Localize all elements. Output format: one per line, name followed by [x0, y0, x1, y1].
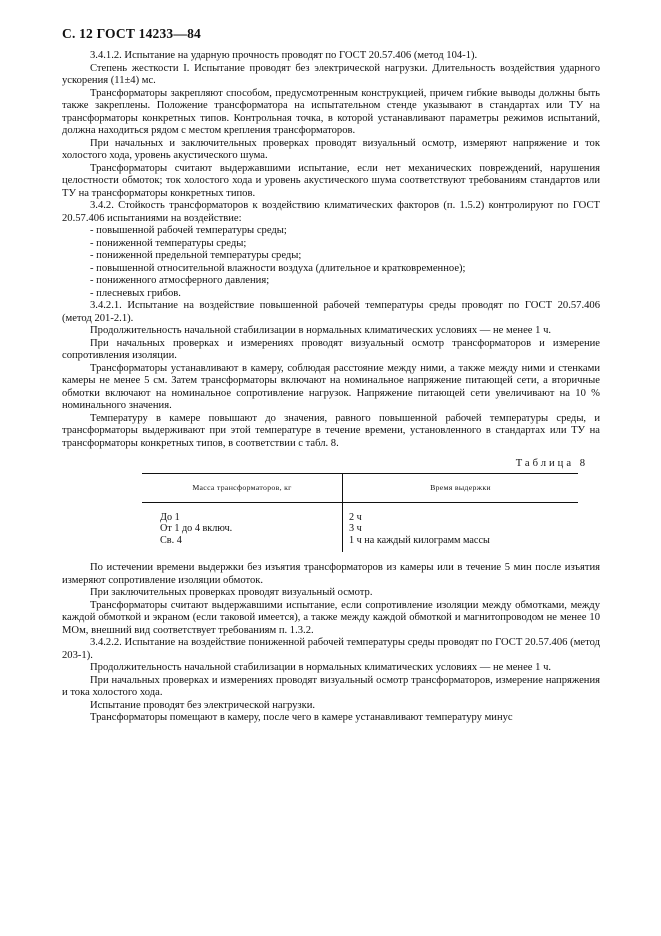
paragraph: Продолжительность начальной стабилизации в нормальных климатических условиях — не менее 1 ч.	[90, 662, 552, 673]
list-item: - пониженной температуры среды;	[90, 237, 247, 249]
paragraph: При заключительных проверках проводят визуальный осмотр.	[90, 587, 373, 598]
paragraph: Трансформаторы закрепляют способом, предусмотренным конструкцией, причем гибкие выводы должны быть также закреплены. Положение трансформатора на испытательном стенде указывают в стандартах или ТУ на трансформаторы конкретных типов. Контрольная точка, в которой устанавливают параметры режимов испытаний, должна находиться рядом с местом крепления трансформаторов.	[62, 87, 600, 136]
table-caption: Таблица 8	[515, 458, 588, 469]
paragraph: 3.4.2.2. Испытание на воздействие пониженной рабочей температуры среды проводят по ГОСТ 20.57.406 (метод 203-1).	[62, 637, 600, 661]
cell-mass: Св. 4	[142, 535, 343, 553]
table-header-row	[142, 474, 578, 503]
column-header-mass: Масса трансформаторов, кг	[142, 474, 343, 503]
list-item: - повышенной относительной влажности воздуха (длительное и кратковременное);	[90, 262, 466, 274]
paragraph: 3.4.2.1. Испытание на воздействие повышенной рабочей температуры среды проводят по ГОСТ 20.57.406 (метод 201-2.1).	[62, 300, 600, 324]
paragraph: 3.4.2. Стойкость трансформаторов к воздействию климатических факторов (п. 1.5.2) контролируют по ГОСТ 20.57.406 испытаниями на воздействие:	[62, 200, 600, 224]
table-row	[142, 502, 578, 523]
exposure-table	[142, 473, 578, 552]
cell-time: 3 ч	[349, 523, 362, 534]
section-b	[62, 300, 600, 450]
paragraph: Температуру в камере повышают до значения, равного повышенной рабочей температуры среды, и трансформаторы выдерживают при этой температуре в течение времени, установленного в стандартах или ТУ на трансформаторы конкретных типов, в соответствии с табл. 8.	[62, 412, 600, 449]
document-page	[62, 26, 600, 725]
paragraph: Трансформаторы считают выдержавшими испытание, если сопротивление изоляции между обмотками, между каждой обмоткой и экраном (если таковой имеется), а также между каждой обмоткой и магнитопроводом не менее 10 МОм, внешний вид соответствует требованиям п. 1.3.2.	[62, 599, 600, 636]
cell-mass: До 1	[142, 502, 343, 523]
cell-mass: От 1 до 4 включ.	[142, 523, 343, 535]
paragraph: Трансформаторы помещают в камеру, после чего в камере устанавливают температуру минус	[90, 712, 513, 723]
list-item: - повышенной рабочей температуры среды;	[90, 225, 287, 236]
table-row	[142, 523, 578, 535]
factors-list	[62, 225, 600, 300]
cell-time: 1 ч на каждый килограмм массы	[349, 534, 490, 546]
list-item: - плесневых грибов.	[90, 287, 181, 299]
paragraph: Продолжительность начальной стабилизации в нормальных климатических условиях — не менее 1 ч.	[90, 325, 552, 336]
list-item: - пониженной предельной температуры среды;	[90, 250, 302, 261]
table-row	[142, 535, 578, 553]
section-a	[62, 50, 600, 225]
paragraph: При начальных проверках и измерениях проводят визуальный осмотр трансформаторов, измерение напряжения и тока холостого хода.	[62, 674, 600, 698]
paragraph: По истечении времени выдержки без изъятия трансформаторов из камеры или в течение 5 мин после изъятия измеряют сопротивление изоляции обмоток.	[62, 562, 600, 586]
paragraph: Трансформаторы считают выдержавшими испытание, если нет механических повреждений, нарушения целостности обмоток; ток холостого хода и уровень акустического шума соответствуют требованиям стандартов или ТУ на трансформаторы конкретных типов.	[62, 162, 600, 199]
page-header: С. 12 ГОСТ 14233—84	[62, 26, 201, 41]
column-header-time: Время выдержки	[343, 474, 579, 503]
paragraph: Испытание проводят без электрической нагрузки.	[90, 699, 316, 711]
paragraph: При начальных проверках и измерениях проводят визуальный осмотр трансформаторов и измерение сопротивления изоляции.	[62, 337, 600, 361]
paragraph: Трансформаторы устанавливают в камеру, соблюдая расстояние между ними, а также между ними и стенками камеры не менее 5 см. Затем трансформаторы включают на номинальное напряжение питающей сети, а вторичные обмотки включают на номинальное сопротивление нагрузок. Напряжение питающей сети увеличивают на 10 % номинального значения.	[62, 362, 600, 411]
section-c	[62, 562, 600, 725]
paragraph: Степень жесткости I. Испытание проводят без электрической нагрузки. Длительность воздействия ударного ускорения (11±4) мс.	[62, 62, 600, 86]
cell-time: 2 ч	[349, 511, 362, 523]
paragraph: 3.4.1.2. Испытание на ударную прочность проводят по ГОСТ 20.57.406 (метод 104-1).	[90, 50, 478, 61]
paragraph: При начальных и заключительных проверках проводят визуальный осмотр, измеряют напряжение и ток холостого хода, уровень акустического шума.	[62, 137, 600, 161]
list-item: - пониженного атмосферного давления;	[90, 275, 270, 286]
